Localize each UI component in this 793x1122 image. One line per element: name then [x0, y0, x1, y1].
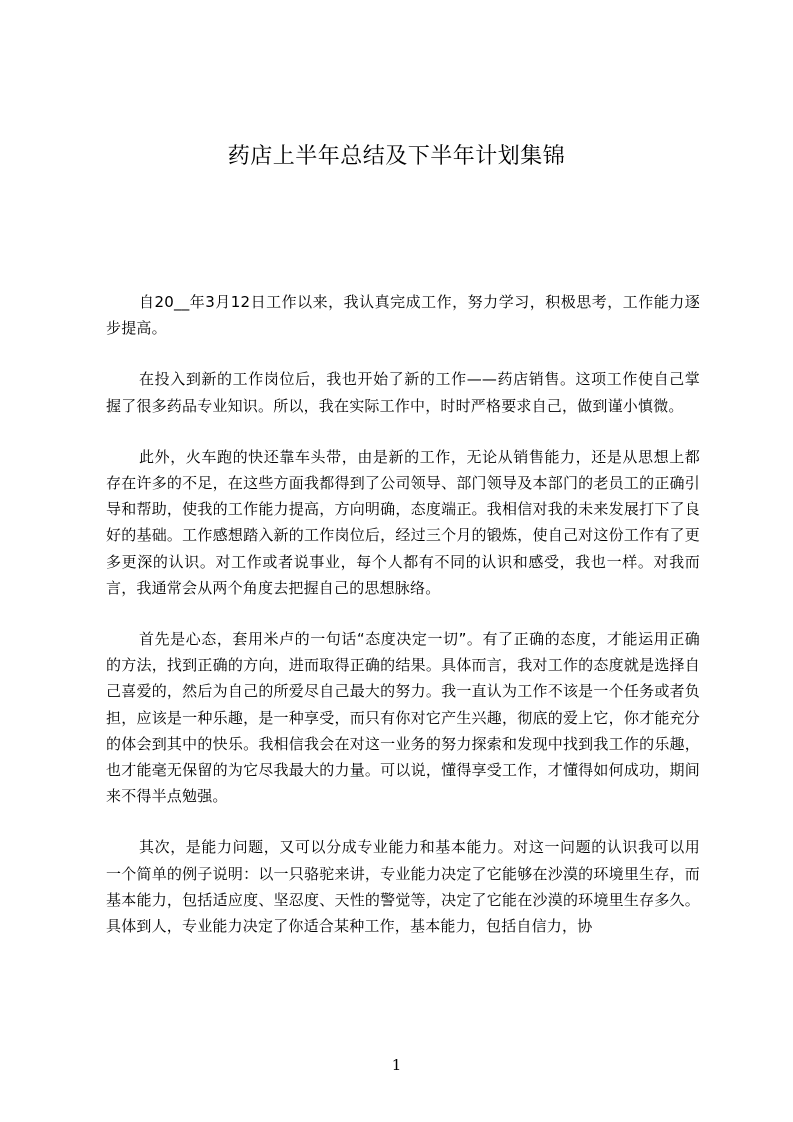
paragraph-attitude: 首先是心态，套用米卢的一句话“态度决定一切”。有了正确的态度，才能运用正确的方法，找到正确的方向，进而取得正确的结果。具体而言，我对工作的态度就是选择自己喜爱的，然后为自己的所爱尽自己最大的努力。我一直认为工作不该是一个任务或者负担，应该是一种乐趣，是一种享受，而只有你对它产生兴趣，彻底的爱上它，你才能充分的体会到其中的快乐。我相信我会在对这一业务的努力探索和发现中找到我工作的乐趣，也才能毫无保留的为它尽我最大的力量。可以说，懂得享受工作，才懂得如何成功，期间来不得半点勉强。 — [106, 630, 700, 806]
paragraph-ability: 其次，是能力问题，又可以分成专业能力和基本能力。对这一问题的认识我可以用一个简单的例子说明：以一只骆驼来讲，专业能力决定了它能够在沙漠的环境里生存，而基本能力，包括适应度、坚忍度、天性的警觉等，决定了它能在沙漠的环境里生存多久。具体到人，专业能力决定了你适合某种工作，基本能力，包括自信力，协 — [106, 838, 700, 936]
paragraph-new-position: 在投入到新的工作岗位后，我也开始了新的工作——药店销售。这项工作使自己掌握了很多药品专业知识。所以，我在实际工作中，时时严格要求自己，做到谨小慎微。 — [106, 370, 700, 415]
paragraph-intro: 自20__年3月12日工作以来，我认真完成工作，努力学习，积极思考，工作能力逐步提高。 — [106, 293, 700, 338]
document-body — [106, 289, 700, 964]
paragraph-guidance: 此外，火车跑的快还靠车头带，由是新的工作，无论从销售能力，还是从思想上都存在许多的不足，在这些方面我都得到了公司领导、部门领导及本部门的老员工的正确引导和帮助，使我的工作能力提高，方向明确，态度端正。我相信对我的未来发展打下了良好的基础。工作感想踏入新的工作岗位后，经过三个月的锻炼，使自己对这份工作有了更多更深的认识。对工作或者说事业，每个人都有不同的认识和感受，我也一样。对我而言，我通常会从两个角度去把握自己的思想脉络。 — [106, 447, 700, 597]
page-title: 药店上半年总结及下半年计划集锦 — [227, 144, 566, 169]
page-number: 1 — [391, 1056, 402, 1074]
